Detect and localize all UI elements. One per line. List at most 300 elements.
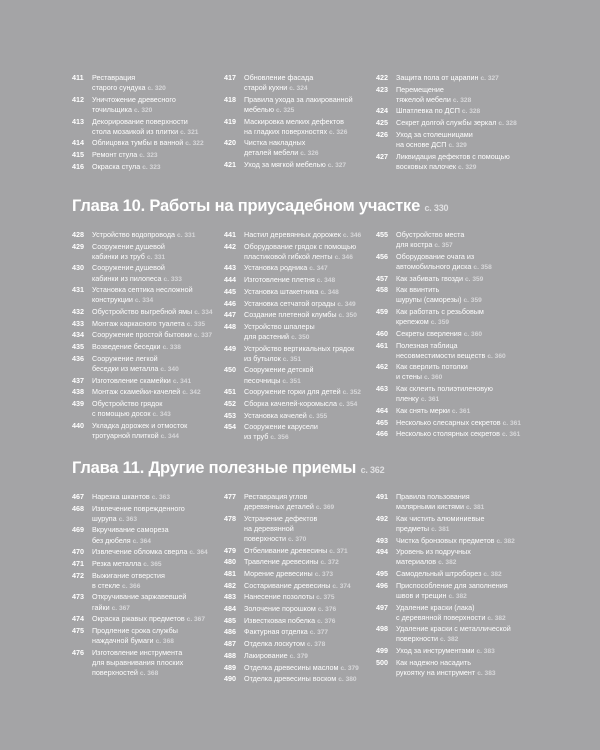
entry-title-line bbox=[244, 376, 372, 387]
toc-columns bbox=[72, 492, 528, 686]
entry-title-line bbox=[92, 376, 220, 387]
entry-title-line bbox=[244, 502, 372, 513]
entry-number: 499 bbox=[376, 646, 388, 656]
entry-title-line bbox=[244, 148, 372, 159]
entry-title-line bbox=[92, 230, 220, 241]
entry-title-text: Правила ухода за лакированной bbox=[244, 94, 353, 104]
entry-title bbox=[240, 651, 372, 662]
entry-title-text: Окраска ржавых предметов bbox=[92, 614, 185, 624]
entry-title-text: Устройство шпалеры bbox=[244, 321, 315, 331]
entry-title-line bbox=[396, 317, 524, 328]
toc-entry bbox=[376, 547, 524, 568]
entry-page: с. 370 bbox=[288, 535, 307, 543]
entry-page: с. 334 bbox=[194, 309, 213, 317]
entry-title-line bbox=[244, 387, 372, 398]
toc-entry bbox=[224, 242, 372, 263]
entry-title-text: Сооружение горки для детей bbox=[244, 387, 341, 397]
entry-page: с. 380 bbox=[338, 676, 357, 684]
entry-title-text: Установка родника bbox=[244, 263, 308, 273]
toc-entry bbox=[72, 571, 220, 592]
entry-number: 479 bbox=[224, 545, 236, 555]
entry-title bbox=[240, 557, 372, 568]
toc-entry bbox=[72, 242, 220, 263]
entry-number: 469 bbox=[72, 525, 84, 535]
entry-title bbox=[392, 624, 524, 645]
entry-title-text: Сооружение душевой bbox=[92, 241, 165, 251]
entry-title bbox=[240, 546, 372, 557]
entry-title bbox=[88, 285, 220, 306]
entry-page: с. 382 bbox=[438, 559, 457, 567]
entry-page: с. 331 bbox=[146, 253, 166, 261]
toc-column bbox=[376, 492, 528, 686]
entry-number: 466 bbox=[376, 429, 388, 439]
entry-page: с. 379 bbox=[340, 664, 359, 672]
toc-entry bbox=[224, 546, 372, 557]
entry-title bbox=[240, 581, 372, 592]
toc-entry bbox=[72, 150, 220, 161]
entry-title-line bbox=[92, 285, 220, 295]
entry-title-text: Морение древесины bbox=[244, 569, 313, 579]
entry-number: 422 bbox=[376, 73, 388, 82]
entry-title-text: Установка штакетника bbox=[244, 286, 319, 296]
toc-entry bbox=[72, 559, 220, 570]
toc-entry bbox=[376, 329, 524, 340]
entry-title-line bbox=[396, 230, 524, 240]
entry-title-text: швов и трещин bbox=[396, 590, 447, 600]
entry-page: с. 333 bbox=[163, 275, 182, 283]
toc-entry bbox=[72, 354, 220, 375]
toc-entry bbox=[224, 73, 372, 94]
toc-entry bbox=[72, 138, 220, 149]
entry-title-line bbox=[244, 651, 372, 662]
toc-entry bbox=[72, 342, 220, 353]
entry-title bbox=[240, 310, 372, 321]
entry-number: 454 bbox=[224, 422, 236, 432]
entry-number: 445 bbox=[224, 286, 236, 296]
entry-title bbox=[240, 138, 372, 159]
toc-entry bbox=[72, 421, 220, 442]
entry-title-line bbox=[396, 524, 524, 535]
entry-number: 424 bbox=[376, 106, 388, 116]
entry-number: 413 bbox=[72, 116, 84, 126]
entry-title bbox=[240, 322, 372, 343]
entry-title-text: Сооружение душевой bbox=[92, 263, 165, 273]
entry-title-line bbox=[244, 160, 372, 171]
entry-title-line bbox=[396, 624, 524, 634]
entry-page: с. 373 bbox=[314, 571, 334, 579]
entry-title-line bbox=[244, 299, 372, 310]
entry-number: 427 bbox=[376, 151, 388, 161]
entry-title-text: в стекле bbox=[92, 580, 121, 590]
entry-title bbox=[392, 274, 524, 285]
toc-entry bbox=[376, 285, 524, 306]
entry-number: 444 bbox=[224, 275, 236, 285]
toc-entry bbox=[376, 341, 524, 362]
entry-title-line bbox=[244, 354, 372, 365]
entry-title-line bbox=[396, 406, 524, 417]
entry-title-line bbox=[244, 230, 372, 241]
entry-title-line bbox=[92, 330, 220, 341]
entry-title-line bbox=[92, 431, 220, 442]
entry-title-line bbox=[244, 344, 372, 354]
toc-entry bbox=[72, 307, 220, 318]
entry-title-line bbox=[396, 252, 524, 262]
entry-page: с. 376 bbox=[317, 606, 337, 614]
entry-title-line bbox=[244, 616, 372, 627]
entry-page: с. 324 bbox=[289, 85, 308, 93]
entry-title-line bbox=[92, 307, 220, 318]
entry-number: 464 bbox=[376, 405, 388, 415]
entry-number: 468 bbox=[72, 503, 84, 513]
entry-title-text: Нанесение позолоты bbox=[244, 592, 315, 602]
entry-title-text: рукоятку на инструмент bbox=[396, 667, 476, 677]
entry-page: с. 350 bbox=[291, 334, 310, 341]
entry-title-line bbox=[244, 138, 372, 148]
entry-title bbox=[392, 230, 524, 251]
entry-page: с. 375 bbox=[316, 594, 335, 602]
entry-page: с. 382 bbox=[483, 571, 502, 579]
entry-title-line bbox=[92, 342, 220, 353]
entry-title-line bbox=[396, 418, 524, 429]
entry-title-line bbox=[92, 547, 220, 558]
entry-title-line bbox=[92, 83, 220, 94]
entry-title-line bbox=[92, 274, 220, 285]
entry-title-line bbox=[92, 127, 220, 138]
entry-number: 498 bbox=[376, 624, 388, 634]
entry-page: с. 367 bbox=[186, 616, 205, 624]
entry-title bbox=[240, 663, 372, 674]
entry-page: с. 359 bbox=[430, 319, 450, 327]
entry-title-text: для выравнивания плоских bbox=[92, 657, 184, 667]
entry-title-line bbox=[92, 252, 220, 263]
entry-title bbox=[240, 344, 372, 365]
entry-title bbox=[240, 73, 372, 94]
toc-column bbox=[224, 73, 376, 173]
toc-entry bbox=[72, 95, 220, 116]
entry-title-text: с деревянной поверхности bbox=[396, 612, 486, 622]
entry-page: с. 382 bbox=[440, 636, 459, 644]
toc-column bbox=[72, 230, 224, 444]
entry-title bbox=[392, 658, 524, 679]
entry-title bbox=[88, 319, 220, 330]
toc-entry bbox=[224, 275, 372, 286]
entry-page: с. 337 bbox=[193, 332, 213, 340]
entry-page: с. 377 bbox=[309, 629, 329, 637]
entry-title-line bbox=[396, 429, 524, 440]
entry-number: 471 bbox=[72, 558, 84, 568]
entry-title-line bbox=[396, 73, 524, 84]
toc-column bbox=[72, 73, 224, 173]
entry-page: с. 360 bbox=[487, 352, 506, 360]
toc-entry bbox=[376, 624, 524, 645]
entry-page: с. 351 bbox=[282, 377, 301, 385]
entry-title-line bbox=[92, 162, 220, 173]
entry-title-line bbox=[396, 634, 524, 645]
entry-number: 497 bbox=[376, 602, 388, 612]
toc-entry bbox=[224, 299, 372, 310]
entry-title-line bbox=[244, 557, 372, 568]
toc-entry bbox=[224, 365, 372, 386]
entry-page: с. 356 bbox=[270, 434, 289, 442]
entry-title-line bbox=[244, 332, 372, 343]
entry-title bbox=[392, 384, 524, 405]
entry-number: 473 bbox=[72, 592, 84, 602]
entry-title-text: Правила пользования bbox=[396, 492, 470, 501]
entry-title-line bbox=[396, 502, 524, 513]
entry-title-line bbox=[92, 571, 220, 581]
entry-title-text: Полезная таблица bbox=[396, 340, 458, 350]
entry-title bbox=[240, 674, 372, 685]
entry-title bbox=[240, 639, 372, 650]
entry-title-line bbox=[396, 668, 524, 679]
entry-title-text: Уничтожение древесного bbox=[92, 94, 176, 104]
entry-title-text: без дюбеля bbox=[92, 535, 131, 545]
toc-entry bbox=[224, 387, 372, 398]
entry-number: 477 bbox=[224, 492, 236, 501]
entry-title-line bbox=[92, 668, 220, 679]
entry-title bbox=[88, 504, 220, 525]
entry-title bbox=[88, 117, 220, 138]
entry-title bbox=[240, 514, 372, 545]
toc-entry bbox=[72, 648, 220, 679]
entry-title-line bbox=[92, 581, 220, 592]
entry-title bbox=[88, 307, 220, 318]
entry-title-text: Монтаж скамейки-качелей bbox=[92, 387, 181, 397]
entry-title-line bbox=[396, 295, 524, 306]
entry-title-line bbox=[244, 310, 372, 321]
entry-title-text: Сооружение карусели bbox=[244, 422, 318, 432]
entry-number: 496 bbox=[376, 580, 388, 590]
entry-title-text: Установка качелей bbox=[244, 410, 307, 420]
toc-entry bbox=[72, 263, 220, 284]
entry-title-line bbox=[244, 117, 372, 127]
entry-title-text: Обновление фасада bbox=[244, 73, 314, 82]
entry-title bbox=[392, 85, 524, 106]
entry-title bbox=[240, 230, 372, 241]
entry-page: с. 382 bbox=[487, 614, 506, 622]
toc-columns bbox=[72, 230, 528, 444]
entry-title bbox=[88, 559, 220, 570]
entry-page: с. 369 bbox=[315, 504, 335, 512]
entry-title-text: Извлечение обломка сверла bbox=[92, 547, 188, 557]
entry-title-text: крепежом bbox=[396, 317, 429, 327]
entry-title-text: гайки bbox=[92, 602, 110, 612]
entry-number: 438 bbox=[72, 387, 84, 397]
entry-title bbox=[240, 422, 372, 443]
entry-title-text: малярными кистями bbox=[396, 502, 465, 512]
entry-title-text: Как забивать гвозди bbox=[396, 273, 463, 283]
entry-title bbox=[88, 547, 220, 558]
entry-title-text: тяжелой мебели bbox=[396, 94, 451, 104]
entry-title-text: кабинки из труб bbox=[92, 251, 145, 261]
toc-entry bbox=[72, 504, 220, 525]
entry-page: с. 383 bbox=[476, 648, 495, 656]
entry-page: с. 364 bbox=[189, 549, 208, 557]
entry-number: 483 bbox=[224, 592, 236, 602]
entry-title bbox=[240, 242, 372, 263]
entry-number: 487 bbox=[224, 639, 236, 649]
entry-title bbox=[392, 285, 524, 306]
entry-title-text: Монтаж каркасного туалета bbox=[92, 318, 185, 328]
entry-title-text: Шпатлевка по ДСП bbox=[396, 106, 460, 116]
entry-title-text: стола мозаикой из плитки bbox=[92, 126, 179, 136]
entry-number: 463 bbox=[376, 384, 388, 394]
entry-title-text: для костра bbox=[396, 240, 433, 250]
entry-page: с. 346 bbox=[334, 253, 353, 261]
entry-title bbox=[88, 330, 220, 341]
entry-title-line bbox=[396, 329, 524, 340]
toc-entry bbox=[224, 422, 372, 443]
entry-number: 443 bbox=[224, 263, 236, 273]
toc-entry bbox=[224, 639, 372, 650]
toc-entry bbox=[376, 252, 524, 273]
entry-title-text: Оборудование очага из bbox=[396, 251, 475, 261]
entry-page: с. 360 bbox=[423, 374, 443, 382]
entry-page: с. 368 bbox=[155, 637, 174, 645]
entry-number: 419 bbox=[224, 116, 236, 126]
entry-number: 456 bbox=[376, 251, 388, 261]
entry-number: 455 bbox=[376, 230, 388, 239]
entry-title-line bbox=[396, 262, 524, 273]
entry-title-text: Устранение дефектов bbox=[244, 513, 318, 523]
chapter-page: с. 330 bbox=[424, 203, 449, 213]
entry-number: 436 bbox=[72, 353, 84, 363]
entry-title-text: Отбеливание древесины bbox=[244, 545, 328, 555]
entry-title bbox=[240, 569, 372, 580]
entry-title-text: Реставрация bbox=[92, 73, 136, 82]
entry-title-line bbox=[396, 130, 524, 140]
entry-title bbox=[240, 117, 372, 138]
toc-entry bbox=[376, 230, 524, 251]
entry-title bbox=[240, 387, 372, 398]
entry-title-line bbox=[92, 95, 220, 105]
entry-title bbox=[392, 536, 524, 547]
entry-page: с. 327 bbox=[480, 75, 499, 82]
entry-title-line bbox=[244, 422, 372, 432]
entry-title-line bbox=[244, 569, 372, 580]
entry-title-text: песочницы bbox=[244, 375, 281, 385]
entry-page: с. 328 bbox=[461, 108, 481, 116]
entry-title-line bbox=[92, 399, 220, 409]
entry-title bbox=[240, 160, 372, 171]
entry-title-text: предметы bbox=[396, 523, 430, 533]
entry-title bbox=[88, 230, 220, 241]
entry-number: 490 bbox=[224, 674, 236, 684]
entry-title bbox=[392, 603, 524, 624]
entry-number: 493 bbox=[376, 535, 388, 545]
entry-title-line bbox=[92, 354, 220, 364]
entry-page: с. 382 bbox=[496, 537, 515, 545]
entry-title-text: Оборудование грядок с помощью bbox=[244, 241, 357, 251]
entry-title-line bbox=[396, 569, 524, 580]
entry-number: 418 bbox=[224, 94, 236, 104]
entry-page: с. 363 bbox=[118, 515, 138, 523]
entry-number: 486 bbox=[224, 627, 236, 637]
toc-entry bbox=[376, 362, 524, 383]
entry-number: 478 bbox=[224, 513, 236, 523]
entry-page: с. 354 bbox=[338, 400, 358, 408]
entry-page: с. 322 bbox=[185, 140, 204, 148]
section-chapter-10 bbox=[72, 230, 528, 444]
entry-title-text: Как ввинтить bbox=[396, 285, 440, 295]
entry-title-text: Сооружение детской bbox=[244, 365, 314, 375]
entry-title-line bbox=[92, 614, 220, 625]
chapter-page: с. 362 bbox=[360, 465, 385, 475]
toc-entry bbox=[224, 322, 372, 343]
entry-title-text: Вкручивание самореза bbox=[92, 525, 169, 535]
entry-title bbox=[240, 263, 372, 274]
entry-number: 411 bbox=[72, 73, 84, 82]
entry-title-line bbox=[396, 285, 524, 295]
entry-page: с. 382 bbox=[448, 592, 467, 600]
entry-title-text: тротуарной плиткой bbox=[92, 430, 159, 440]
entry-title-line bbox=[92, 150, 220, 161]
entry-number: 412 bbox=[72, 94, 84, 104]
entry-title-line bbox=[396, 591, 524, 602]
entry-title-text: для растений bbox=[244, 332, 290, 341]
entry-title-text: деталей мебели bbox=[244, 148, 299, 158]
entry-number: 489 bbox=[224, 662, 236, 672]
toc-entry bbox=[72, 492, 220, 503]
entry-title-line bbox=[92, 387, 220, 398]
entry-page: с. 321 bbox=[180, 128, 199, 136]
entry-title-line bbox=[244, 322, 372, 332]
entry-title bbox=[88, 525, 220, 546]
toc-entry bbox=[72, 230, 220, 241]
entry-title bbox=[88, 138, 220, 149]
toc-entry bbox=[224, 263, 372, 274]
entry-title-line bbox=[92, 117, 220, 127]
entry-page: с. 359 bbox=[464, 275, 484, 283]
entry-title-line bbox=[92, 409, 220, 420]
entry-title bbox=[240, 365, 372, 386]
entry-title bbox=[392, 514, 524, 535]
toc-entry bbox=[376, 603, 524, 624]
entry-number: 500 bbox=[376, 657, 388, 667]
entry-title-text: Изготовление инструмента bbox=[92, 647, 183, 657]
entry-number: 441 bbox=[224, 230, 236, 239]
entry-number: 480 bbox=[224, 557, 236, 567]
entry-title-line bbox=[244, 524, 372, 534]
entry-title-text: старой кухни bbox=[244, 83, 288, 93]
entry-title bbox=[88, 73, 220, 94]
entry-number: 458 bbox=[376, 285, 388, 295]
toc-entry bbox=[376, 429, 524, 440]
entry-title bbox=[240, 95, 372, 116]
entry-title-line bbox=[244, 263, 372, 274]
entry-title-text: Выжигание отверстия bbox=[92, 570, 165, 580]
entry-title-text: беседки из металла bbox=[92, 363, 159, 373]
entry-title-text: из бутылок bbox=[244, 353, 281, 363]
entry-page: с. 348 bbox=[316, 277, 336, 285]
entry-title bbox=[392, 252, 524, 273]
entry-number: 420 bbox=[224, 138, 236, 148]
entry-title-line bbox=[92, 138, 220, 149]
entry-number: 442 bbox=[224, 241, 236, 251]
toc-entry bbox=[72, 525, 220, 546]
toc-column bbox=[376, 230, 528, 444]
toc-entry bbox=[224, 569, 372, 580]
entry-title bbox=[240, 275, 372, 286]
entry-number: 491 bbox=[376, 492, 388, 501]
entry-page: с. 338 bbox=[162, 344, 181, 352]
entry-title-text: на гладких поверхностях bbox=[244, 126, 328, 136]
entry-page: с. 343 bbox=[152, 411, 171, 419]
entry-title-line bbox=[396, 106, 524, 117]
entry-page: с. 361 bbox=[501, 431, 521, 439]
entry-title-text: из труб bbox=[244, 432, 269, 442]
entry-title-text: Отделка древесины воском bbox=[244, 674, 337, 684]
